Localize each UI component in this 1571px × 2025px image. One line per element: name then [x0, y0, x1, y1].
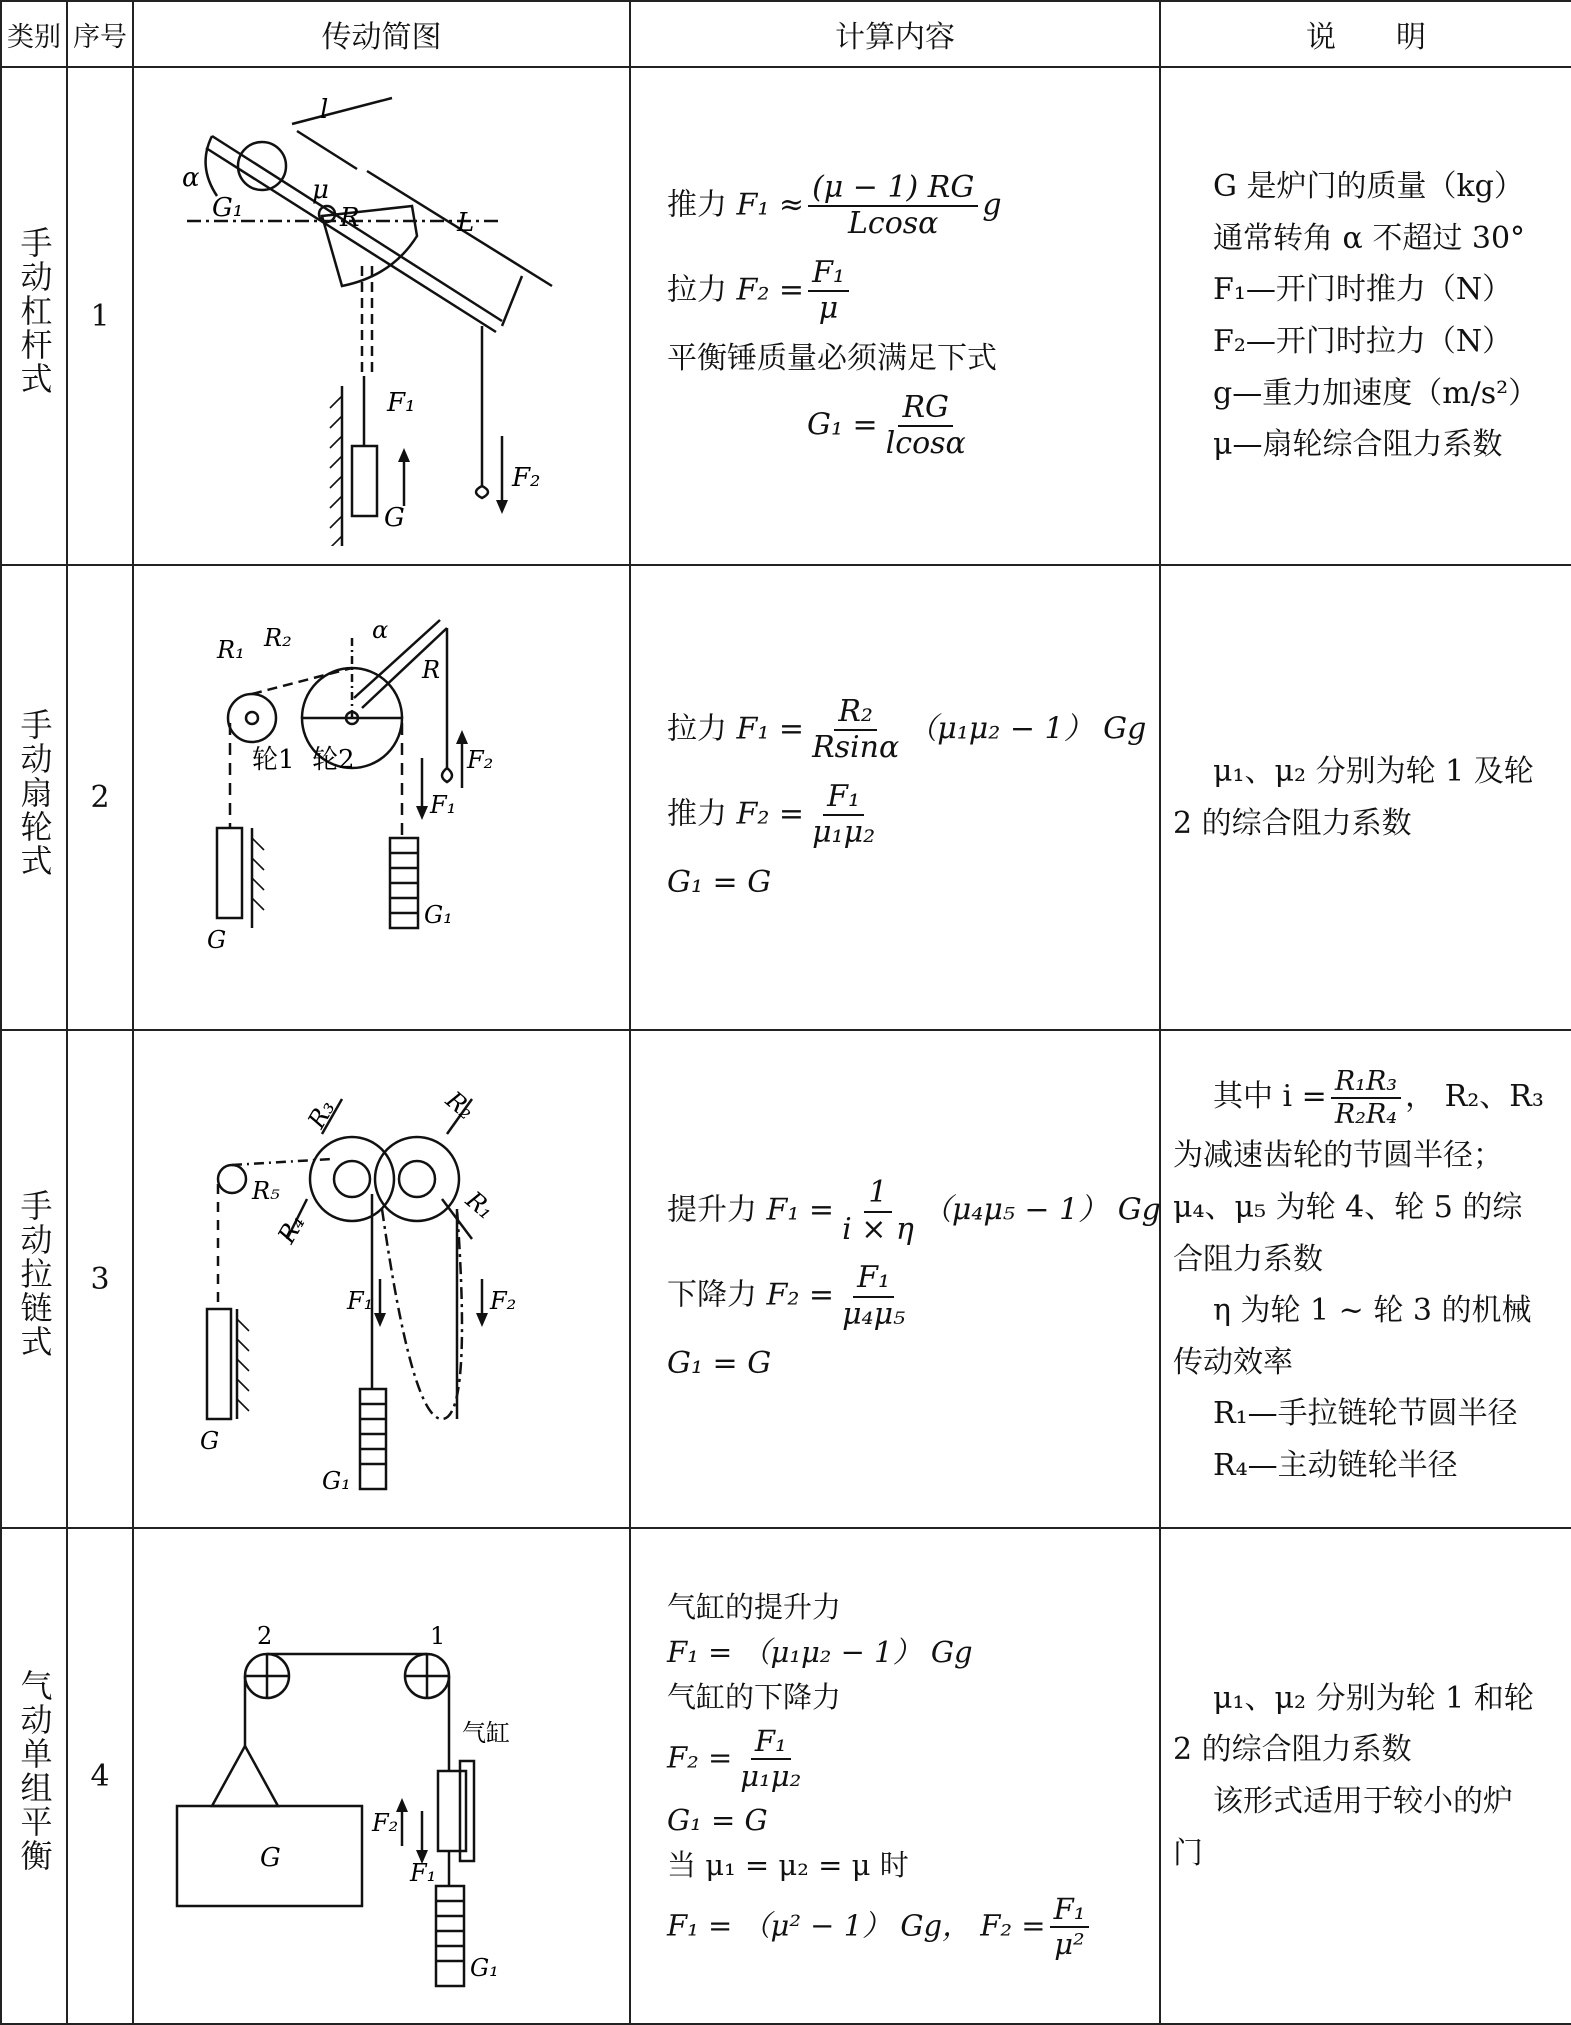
- desc-line: G 是炉门的质量（kg）: [1213, 169, 1524, 205]
- label-R: R: [421, 655, 440, 684]
- desc-line: 门: [1173, 1835, 1203, 1871]
- table-row: [1, 1030, 1571, 1528]
- label-R1: R₁: [459, 1185, 500, 1225]
- category-text: 手动杠杆式: [15, 226, 54, 397]
- calc-cell: [630, 67, 1160, 565]
- desc-line: μ₄、μ₅ 为轮 4、轮 5 的综: [1173, 1190, 1523, 1226]
- desc-cell: [1160, 67, 1571, 565]
- label-F1: F₁: [409, 1859, 436, 1887]
- desc-line: μ—扇轮综合阻力系数: [1213, 427, 1503, 463]
- formula-lower: 下降力 F₂ = $\frac{\text{F₁}}{\text{μ₄μ₅}}$: [667, 1260, 906, 1332]
- category-cell: [1, 1030, 67, 1528]
- index-cell: 3: [67, 1030, 133, 1528]
- formula-lift: 提升力 F₁ = $\frac{1}{i \times \eta}$ （μ₄μ₅ − 1） Gg: [667, 1175, 1161, 1247]
- formula-lower: F₂ = $\frac{\text{F₁}}{\text{μ₁μ₂}}$: [667, 1723, 802, 1794]
- index-cell: 2: [67, 565, 133, 1030]
- table-row: [1, 1528, 1571, 2024]
- label-R: R: [339, 203, 360, 233]
- desc-line: 2 的综合阻力系数: [1173, 805, 1412, 841]
- desc-line: g—重力加速度（m/s²）: [1213, 375, 1539, 411]
- formula-push: 推力 F₂ = $\frac{\text{F₁}}{\text{μ₁μ₂}}$: [667, 778, 876, 850]
- formula-lift: F₁ = （μ₁μ₂ − 1） Gg: [667, 1635, 973, 1670]
- label-G1: G₁: [321, 1467, 351, 1495]
- header-index: 序号: [67, 1, 133, 67]
- category-cell: [1, 1528, 67, 2024]
- chain-hoist-diagram: [172, 1059, 592, 1499]
- category-cell: [1, 67, 67, 565]
- index-cell: 1: [67, 67, 133, 565]
- desc-line: F₁—开门时推力（N）: [1213, 272, 1513, 308]
- desc-line: 为减速齿轮的节圆半径；: [1173, 1138, 1503, 1174]
- label-R3: R₃: [301, 1095, 340, 1134]
- table-row: [1, 67, 1571, 565]
- label-alpha: α: [181, 163, 200, 193]
- label-F1: F₁: [429, 790, 456, 819]
- formula-simplified: F₁ = （μ² − 1） Gg， F₂ = $\frac{\text{F₁}}{\text{μ²}}$: [667, 1893, 1159, 1962]
- label-G: G: [206, 925, 226, 954]
- desc-line: 该形式适用于较小的炉: [1213, 1784, 1513, 1819]
- label-F1: F₁: [346, 1287, 373, 1315]
- category-cell: [1, 565, 67, 1030]
- formula-counterweight: G₁ = $\frac{RG}{lcos\alpha}$: [807, 389, 966, 461]
- desc-cell: [1160, 1528, 1571, 2024]
- label-wheel-1: 1: [429, 1622, 445, 1650]
- formula-push: 推力 F₁ ≈ $\frac{(\mu - 1) RG}{Lcos\alpha}$ g: [667, 169, 1002, 241]
- formula-counterweight: G₁ = G: [667, 1803, 768, 1838]
- label-R1: R₁: [216, 635, 245, 664]
- label-cylinder: 气缸: [461, 1719, 510, 1747]
- label-G: G: [259, 1843, 281, 1873]
- label-F2: F₂: [466, 745, 493, 774]
- label-wheel1: 轮1: [251, 744, 295, 775]
- desc-line: 合阻力系数: [1173, 1241, 1323, 1277]
- label-R2: R₂: [263, 623, 292, 652]
- label-l: l: [319, 95, 328, 125]
- label-G1: G₁: [469, 1954, 499, 1982]
- diagram-cell: [133, 1030, 630, 1528]
- fan-wheel-diagram: [172, 598, 592, 998]
- label-G1: G₁: [211, 193, 243, 223]
- header-category: 类别: [1, 1, 67, 67]
- desc-line: R₁—手拉链轮节圆半径: [1213, 1396, 1518, 1432]
- lever-diagram: [172, 86, 592, 546]
- calc-line: 气缸的下降力: [667, 1679, 842, 1714]
- desc-line: η 为轮 1 ~ 轮 3 的机械: [1213, 1293, 1532, 1329]
- index-cell: 4: [67, 1528, 133, 2024]
- desc-line: 通常转角 α 不超过 30°: [1213, 220, 1526, 256]
- calc-cell: [630, 1528, 1160, 2024]
- label-F2: F₂: [511, 463, 540, 493]
- formula-counterweight: G₁ = G: [667, 864, 772, 900]
- label-F2: F₂: [371, 1809, 398, 1837]
- formula-pull: 拉力 F₁ = $\frac{\text{R₂}}{Rsin\alpha}$ （μ₁μ₂ − 1） Gg: [667, 693, 1147, 765]
- diagram-cell: [133, 67, 630, 565]
- desc-line: 传动效率: [1173, 1344, 1293, 1380]
- category-text: 气动单组平衡: [15, 1669, 54, 1874]
- label-wheel-2: 2: [256, 1622, 272, 1650]
- label-L: L: [456, 208, 474, 238]
- label-F1: F₁: [386, 388, 415, 418]
- pneumatic-balance-diagram: [172, 1556, 592, 1996]
- formula-counterweight: G₁ = G: [667, 1346, 772, 1381]
- desc-cell: [1160, 565, 1571, 1030]
- calc-note: 平衡锤质量必须满足下式: [667, 340, 997, 376]
- category-text: 手动扇轮式: [15, 707, 54, 878]
- desc-line: 2 的综合阻力系数: [1173, 1732, 1412, 1768]
- calc-cell: [630, 565, 1160, 1030]
- header-diagram: 传动简图: [133, 1, 630, 67]
- label-mu: μ: [311, 175, 329, 205]
- desc-line: μ₁、μ₂ 分别为轮 1 及轮: [1213, 753, 1534, 789]
- desc-cell: [1160, 1030, 1571, 1528]
- table-row: [1, 565, 1571, 1030]
- label-G1: G₁: [423, 900, 453, 929]
- label-F2: F₂: [489, 1287, 516, 1315]
- label-alpha: α: [371, 615, 388, 644]
- label-G: G: [383, 503, 405, 533]
- header-desc: 说 明: [1160, 1, 1571, 67]
- diagram-cell: [133, 565, 630, 1030]
- desc-line: R₄—主动链轮半径: [1213, 1448, 1458, 1484]
- desc-formula: 其中 i = $\frac{\text{R₁R₃}}{\text{R₂R₄}}$ ， R₂、R₃: [1213, 1066, 1544, 1131]
- calc-condition: 当 μ₁ = μ₂ = μ 时: [667, 1848, 909, 1883]
- formula-pull: 拉力 F₂ = $\frac{\text{F₁}}{\mu}$: [667, 256, 1159, 327]
- category-text: 手动拉链式: [15, 1189, 54, 1360]
- diagram-cell: [133, 1528, 630, 2024]
- label-R4: R₄: [271, 1210, 310, 1249]
- label-R5: R₅: [251, 1177, 280, 1205]
- header-calc: 计算内容: [630, 1, 1160, 67]
- calc-line: 气缸的提升力: [667, 1590, 842, 1625]
- desc-line: F₂—开门时拉力（N）: [1213, 324, 1513, 359]
- desc-line: μ₁、μ₂ 分别为轮 1 和轮: [1213, 1680, 1534, 1716]
- calc-cell: [630, 1030, 1160, 1528]
- label-wheel2: 轮2: [311, 744, 355, 775]
- label-R2: R₂: [439, 1085, 480, 1125]
- header-row: [1, 1, 1571, 67]
- label-G: G: [199, 1427, 219, 1455]
